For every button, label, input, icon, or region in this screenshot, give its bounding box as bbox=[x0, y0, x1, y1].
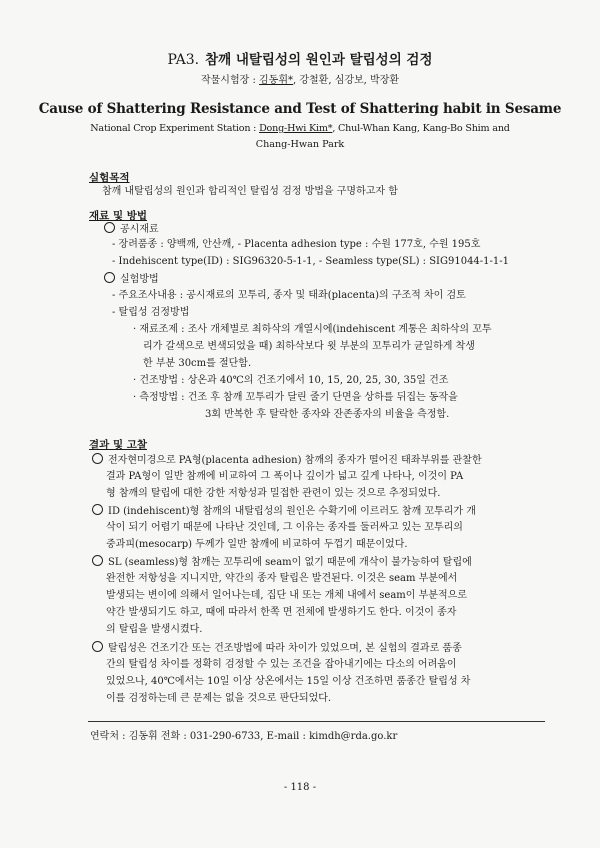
methods-line: - Indehiscent type(ID) : SIG96320-5-1-1, - Seamless type(SL) : SIG91044-1-1-1 bbox=[112, 256, 510, 267]
results-line bbox=[92, 555, 472, 570]
results-line-text: 전자현미경으로 PA형(placenta adhesion) 참깨의 종자가 떨어진 태좌부위를 관찰한 bbox=[108, 455, 482, 466]
methods-line: 리가 갈색으로 변색되었을 때) 최하삭보다 윗 부분의 꼬투리가 균일하게 착생 bbox=[143, 341, 475, 352]
results-line: 중과피(mesocarp) 두께가 일반 참깨에 비교하여 두껍기 때문이었다. bbox=[106, 539, 408, 550]
methods-line: - 탈립성 검정방법 bbox=[112, 307, 190, 318]
methods-item-materials bbox=[104, 222, 159, 237]
circle-bullet-icon bbox=[104, 222, 115, 233]
page-number: - 118 - bbox=[283, 782, 317, 793]
results-line bbox=[92, 453, 482, 468]
lead-author-english: Dong-Hwi Kim* bbox=[259, 123, 333, 134]
purpose-text: 참깨 내탈립성의 원인과 합리적인 탈립성 검정 방법을 구명하고자 함 bbox=[102, 186, 398, 197]
methods-line: 한 부분 30cm를 절단함. bbox=[143, 358, 252, 369]
methods-line: 공시재료 bbox=[120, 224, 159, 235]
results-line: 발생되는 변이에 의해서 일어나는데, 집단 내 또는 개체 내에서 seam이 부분적으로 bbox=[106, 590, 467, 601]
title-korean-text: 참깨 내탈립성의 원인과 탈립성의 검정 bbox=[205, 52, 433, 68]
results-line: 약간 발생되기도 하고, 때에 따라서 한쪽 면 전체에 발생하기도 한다. 이것이 종자 bbox=[106, 607, 457, 618]
circle-bullet-icon bbox=[92, 453, 103, 464]
results-line bbox=[92, 504, 476, 519]
results-line: 의 탈립을 발생시켰다. bbox=[106, 624, 203, 635]
affiliation-english: National Crop Experiment Station : bbox=[90, 123, 260, 134]
coauthors-english: , Chul-Whan Kang, Kang-Bo Shim and bbox=[332, 123, 510, 134]
authors-english-line2: Chang-Hwan Park bbox=[255, 139, 345, 150]
results-line: 이를 검정하는데 큰 문제는 없을 것으로 판단되었다. bbox=[106, 693, 332, 704]
methods-line: · 재료조제 : 조사 개체별로 최하삭의 개열시에(indehiscent 계통은 최하삭의 꼬투 bbox=[133, 324, 492, 335]
coauthors-korean: , 강철환, 심강보, 박장환 bbox=[293, 75, 400, 86]
circle-bullet-icon bbox=[104, 272, 115, 283]
results-line: 간의 탈립성 차이를 정확히 검정할 수 있는 조건을 잡아내기에는 다소의 어려움이 bbox=[106, 659, 457, 670]
results-line-text: 탈립성은 건조기간 또는 건조방법에 따라 차이가 있었으며, 본 실험의 결과로 품종 bbox=[108, 643, 462, 654]
abstract-code: PA3. bbox=[167, 52, 200, 68]
footer-divider bbox=[88, 721, 545, 722]
methods-heading: 재료 및 방법 bbox=[89, 210, 148, 222]
authors-english bbox=[0, 123, 600, 134]
results-line: 결과 PA형이 일반 참깨에 비교하여 그 폭이나 깊이가 넓고 깊게 나타나, 이것이 PA bbox=[106, 471, 464, 482]
circle-bullet-icon bbox=[92, 641, 103, 652]
results-line-text: SL (seamless)형 참깨는 꼬투리에 seam이 없기 때문에 개삭이 불가능하여 탈립에 bbox=[108, 557, 472, 568]
affiliation-korean: 작물시험장 : bbox=[200, 75, 260, 86]
methods-line: - 장려품종 : 양백깨, 안산깨, - Placenta adhesion type : 수원 177호, 수원 195호 bbox=[112, 239, 481, 250]
results-line-text: ID (indehiscent)형 참깨의 내탈립성의 원인은 수확기에 이르러도 참깨 꼬투리가 개 bbox=[108, 506, 476, 517]
methods-line: 3회 반복한 후 탈락한 종자와 잔존종자의 비율을 측정함. bbox=[205, 409, 450, 420]
methods-line: · 측정방법 : 건조 후 참깨 꼬투리가 달린 줄기 단면을 상하를 뒤집는 동작을 bbox=[133, 392, 458, 403]
authors-korean bbox=[0, 71, 600, 86]
results-line: 형 참깨의 탈립에 대한 강한 저항성과 밀접한 관련이 있는 것으로 추정되었다. bbox=[106, 488, 441, 499]
title-english: Cause of Shattering Resistance and Test of Shattering habit in Sesame bbox=[38, 101, 562, 117]
circle-bullet-icon bbox=[92, 504, 103, 515]
circle-bullet-icon bbox=[92, 555, 103, 566]
results-line: 삭이 되기 어렵기 때문에 나타난 것인데, 그 이유는 종자를 둘러싸고 있는 꼬투리의 bbox=[106, 522, 463, 533]
methods-line: · 건조방법 : 상온과 40℃의 건조기에서 10, 15, 20, 25, 30, 35일 건조 bbox=[133, 375, 449, 386]
purpose-heading: 실험목적 bbox=[89, 172, 130, 184]
contact-info: 연락처 : 김동휘 전화 : 031-290-6733, E-mail : kimdh@rda.go.kr bbox=[90, 731, 398, 742]
results-line bbox=[92, 641, 462, 656]
results-line: 있었으나, 40℃에서는 10일 이상 상온에서는 15일 이상 건조하면 품종간 탈립성 차 bbox=[106, 676, 471, 687]
lead-author-korean: 김동휘* bbox=[259, 75, 293, 86]
methods-line: 실험방법 bbox=[120, 274, 159, 285]
methods-line: - 주요조사내용 : 공시재료의 꼬투리, 종자 및 태좌(placenta)의 구조적 차이 검토 bbox=[112, 290, 466, 301]
title-korean bbox=[0, 48, 600, 68]
results-heading: 결과 및 고찰 bbox=[89, 439, 148, 451]
methods-item-procedure bbox=[104, 272, 159, 287]
results-line: 완전한 저항성을 지니지만, 약간의 종자 탈립은 발견된다. 이것은 seam 부분에서 bbox=[106, 573, 458, 584]
